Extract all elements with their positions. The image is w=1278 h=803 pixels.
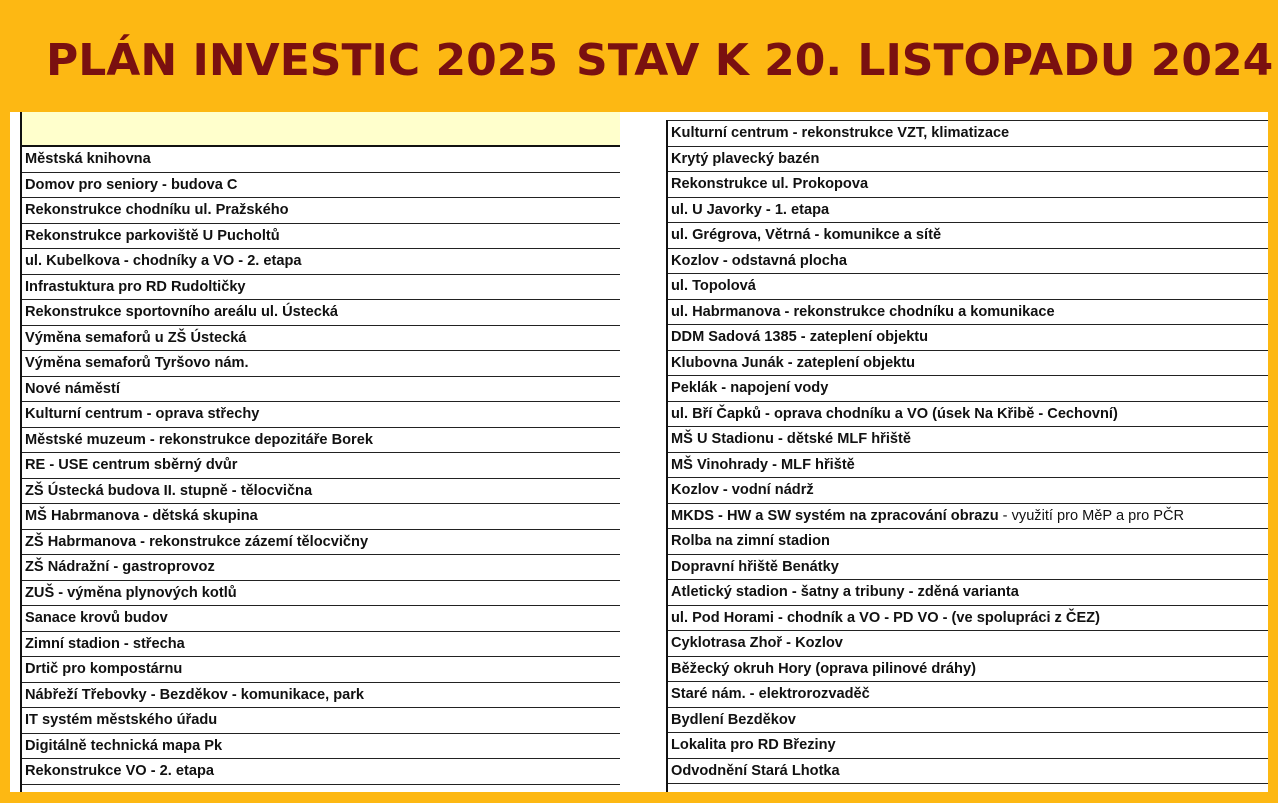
table-row <box>22 708 620 734</box>
row-label: Cyklotrasa Zhoř - Kozlov <box>671 635 843 651</box>
row-label: Městská knihovna <box>25 151 151 167</box>
row-label: Kozlov - odstavná plocha <box>671 252 847 269</box>
table-row <box>668 580 1268 606</box>
row-label: Infrastuktura pro RD Rudoltičky <box>25 278 246 295</box>
table-row <box>668 198 1268 224</box>
table-row <box>22 224 620 250</box>
row-label: Domov pro seniory - budova C <box>25 176 238 193</box>
table-row <box>668 172 1268 198</box>
table-row <box>668 223 1268 249</box>
row-label: ul. Grégrova, Větrná - komunikce a sítě <box>671 227 942 243</box>
row-label: DDM Sadová 1385 - zateplení objektu <box>671 329 929 345</box>
row-note: - využití pro MěP a pro PČR <box>998 507 1185 524</box>
table-row <box>22 326 620 352</box>
table-row <box>22 606 620 632</box>
table-row <box>22 249 620 275</box>
table-row <box>668 657 1268 683</box>
table-row <box>668 504 1268 530</box>
row-label: Atletický stadion - šatny a tribuny - zděná varianta <box>671 584 1019 600</box>
row-label: ul. Habrmanova - rekonstrukce chodníku a komunikace <box>671 303 1055 320</box>
table-row <box>22 530 620 556</box>
row-label: Rekonstrukce sportovního areálu ul. Ústecká <box>25 304 339 320</box>
left-item-list <box>22 147 620 785</box>
title-plan: PLÁN INVESTIC 2025 <box>46 35 558 86</box>
row-label: Kulturní centrum - oprava střechy <box>25 406 260 422</box>
table-row <box>22 504 620 530</box>
table-row <box>668 631 1268 657</box>
table-row <box>668 147 1268 173</box>
left-header-cell <box>22 112 620 147</box>
row-label: ul. Bří Čapků - oprava chodníku a VO (úsek Na Křibě - Cechovní) <box>671 405 1118 422</box>
table-row <box>22 147 620 173</box>
row-label: Městské muzeum - rekonstrukce depozitáře Borek <box>25 431 373 448</box>
table-row <box>668 682 1268 708</box>
row-label: RE - USE centrum sběrný dvůr <box>25 457 238 473</box>
table-row <box>22 453 620 479</box>
table-row <box>668 555 1268 581</box>
table-row <box>668 529 1268 555</box>
row-label: Lokalita pro RD Březiny <box>671 737 836 753</box>
table-row <box>668 376 1268 402</box>
table-row <box>22 683 620 709</box>
row-label: ZŠ Ústecká budova II. stupně - tělocvična <box>25 482 313 499</box>
row-label: MŠ Habrmanova - dětská skupina <box>25 508 258 524</box>
table-row <box>668 300 1268 326</box>
table-row <box>668 606 1268 632</box>
table-row <box>22 428 620 454</box>
row-label: ul. Topolová <box>671 278 756 294</box>
row-label: ZŠ Habrmanova - rekonstrukce zázemí tělocvičny <box>25 533 369 550</box>
row-label: ZŠ Nádražní - gastroprovoz <box>25 559 215 575</box>
table-row <box>22 734 620 760</box>
table-row <box>668 402 1268 428</box>
row-label: Sanace krovů budov <box>25 610 168 626</box>
table-row <box>22 632 620 658</box>
table-row <box>22 581 620 607</box>
table-row <box>22 275 620 301</box>
table-row <box>22 300 620 326</box>
row-label: ul. Pod Horami - chodník a VO - PD VO - (ve spolupráci z ČEZ) <box>671 609 1100 626</box>
row-label: Výměna semaforů u ZŠ Ústecká <box>25 329 247 346</box>
table-row <box>22 198 620 224</box>
table-row <box>668 453 1268 479</box>
row-label: Běžecký okruh Hory (oprava pilinové dráhy) <box>671 660 976 677</box>
row-label: Digitálně technická mapa Pk <box>25 737 223 754</box>
table-row <box>668 121 1268 147</box>
row-label: Bydlení Bezděkov <box>671 711 796 728</box>
right-item-list <box>668 120 1268 784</box>
row-label: MŠ Vinohrady - MLF hřiště <box>671 456 855 473</box>
table-row <box>22 402 620 428</box>
row-label: Drtič pro kompostárnu <box>25 661 183 677</box>
row-label: Rekonstrukce chodníku ul. Pražského <box>25 202 289 218</box>
row-label: Peklák - napojení vody <box>671 380 829 396</box>
row-label: Zimní stadion - střecha <box>25 635 185 652</box>
row-label: ZUŠ - výměna plynových kotlů <box>25 584 237 601</box>
table-row <box>22 377 620 403</box>
row-label: Rekonstrukce ul. Prokopova <box>671 176 869 192</box>
row-label: MKDS - HW a SW systém na zpracování obrazu <box>671 507 999 524</box>
row-label: Nábřeží Třebovky - Bezděkov - komunikace, park <box>25 686 365 703</box>
row-label: Kozlov - vodní nádrž <box>671 482 814 498</box>
table-row <box>22 555 620 581</box>
row-label: Klubovna Junák - zateplení objektu <box>671 354 916 371</box>
table-row <box>22 759 620 785</box>
table-row <box>668 351 1268 377</box>
table-row <box>668 274 1268 300</box>
spreadsheet-area <box>10 112 1268 792</box>
table-row <box>668 733 1268 759</box>
row-label: Rekonstrukce parkoviště U Pucholtů <box>25 227 280 244</box>
table-row <box>22 479 620 505</box>
row-label: Staré nám. - elektrorozvaděč <box>671 686 870 702</box>
table-row <box>22 173 620 199</box>
table-row <box>668 708 1268 734</box>
row-label: Kulturní centrum - rekonstrukce VZT, klimatizace <box>671 125 1010 141</box>
table-row <box>668 249 1268 275</box>
row-label: IT systém městského úřadu <box>25 712 218 728</box>
row-label: Odvodnění Stará Lhotka <box>671 762 840 779</box>
row-label: Rolba na zimní stadion <box>671 533 830 549</box>
title-status-date: STAV K 20. LISTOPADU 2024 <box>576 35 1274 86</box>
table-row <box>668 427 1268 453</box>
table-row <box>668 478 1268 504</box>
row-label: Nové náměstí <box>25 380 120 397</box>
row-label: MŠ U Stadionu - dětské MLF hřiště <box>671 431 912 447</box>
row-label: Výměna semaforů Tyršovo nám. <box>25 355 249 371</box>
table-row <box>668 325 1268 351</box>
row-label: Dopravní hřiště Benátky <box>671 558 839 575</box>
row-label: ul. Kubelkova - chodníky a VO - 2. etapa <box>25 253 302 269</box>
page-header <box>0 0 1278 112</box>
row-label: Rekonstrukce VO - 2. etapa <box>25 763 214 779</box>
row-label: ul. U Javorky - 1. etapa <box>671 201 830 218</box>
table-row <box>22 351 620 377</box>
table-row <box>668 759 1268 785</box>
row-label: Krytý plavecký bazén <box>671 150 820 167</box>
table-row <box>22 657 620 683</box>
